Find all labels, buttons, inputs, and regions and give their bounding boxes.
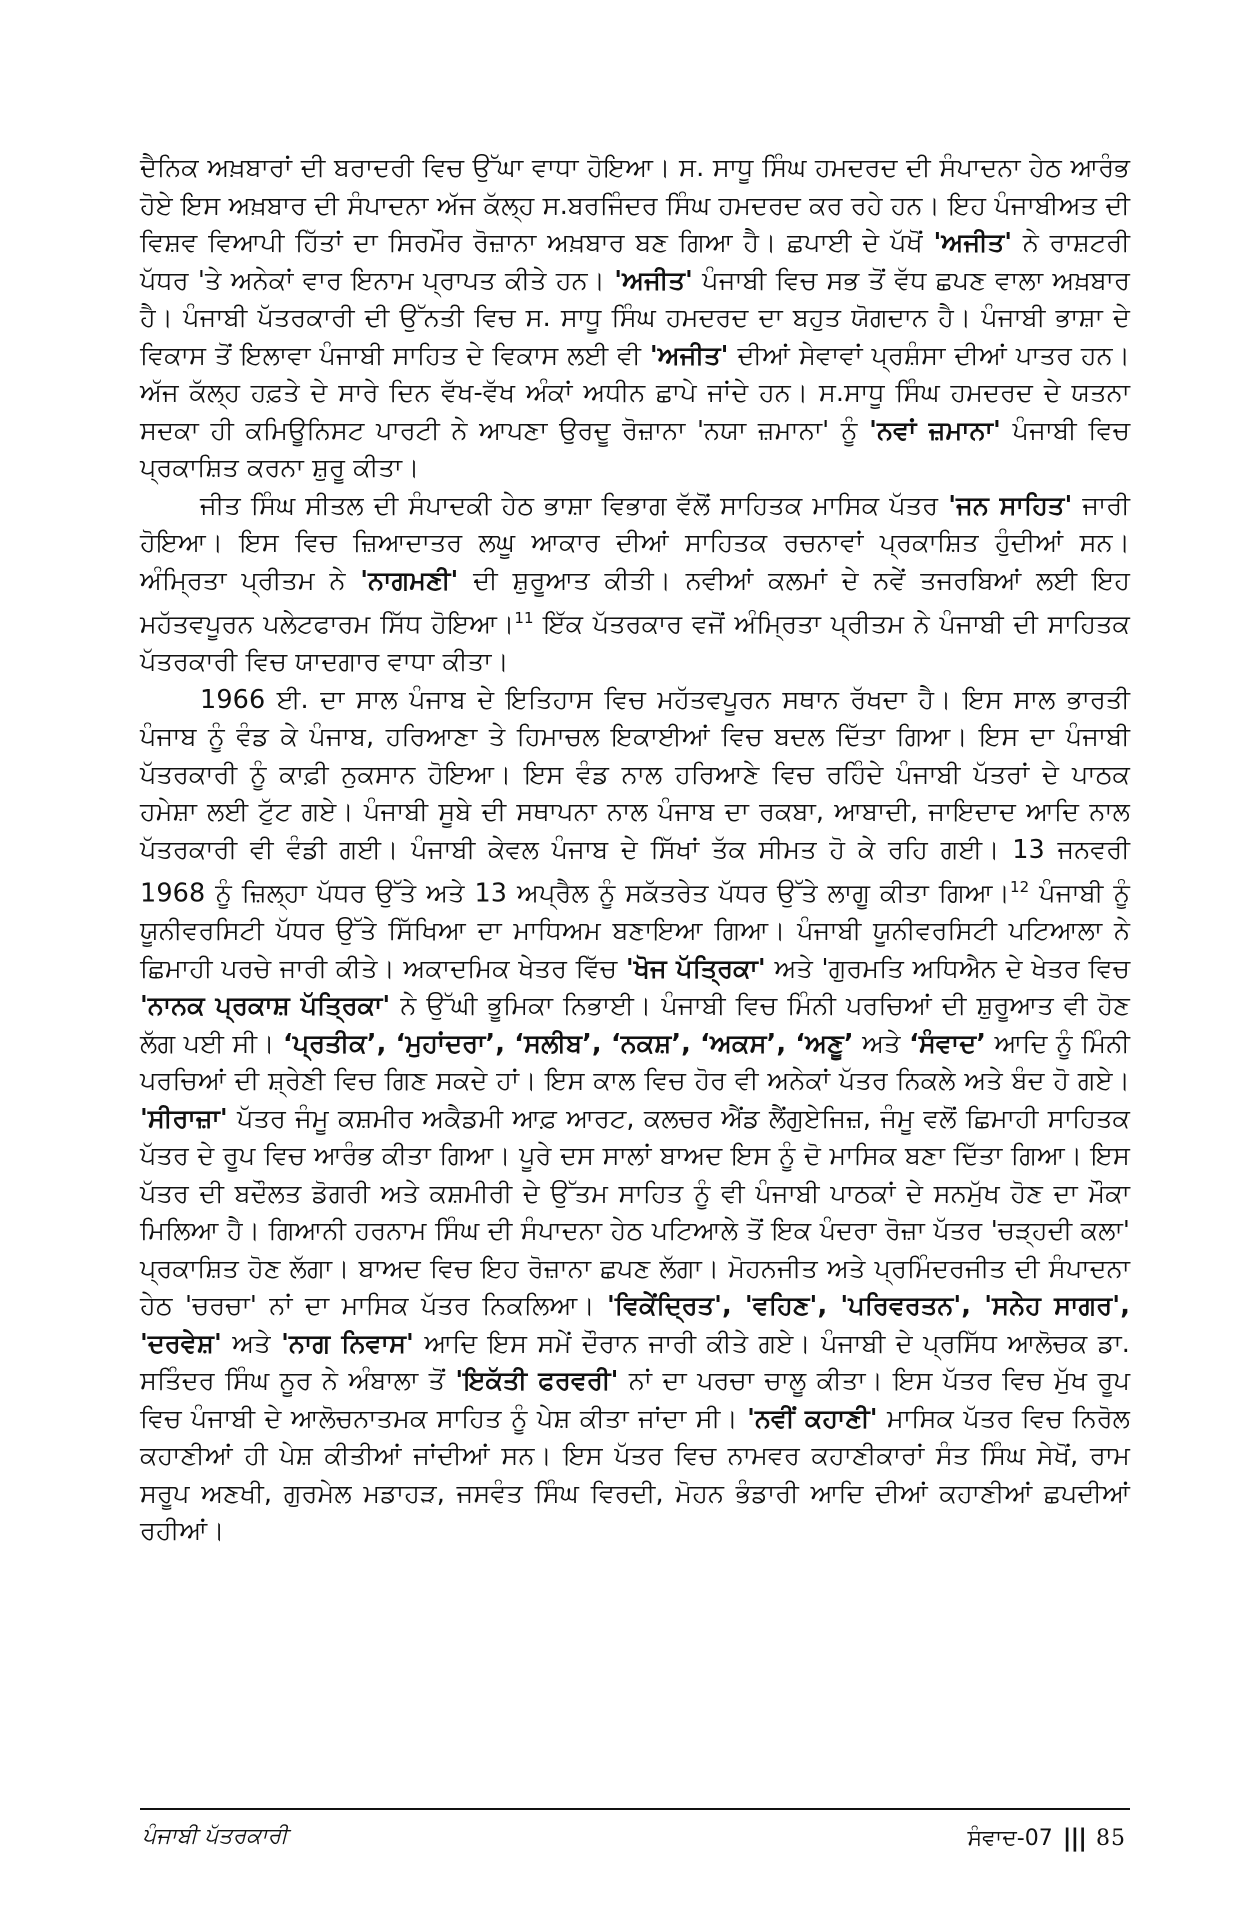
text-run: ਨੇ ਉੱਘੀ ਭੂਮਿਕਾ ਨਿਭਾਈ। ਪੰਜਾਬੀ ਵਿਚ ਮਿੰਨੀ ਪਰਚਿਆਂ ਦੀ ਸ਼ੁਰੂਆਤ ਵੀ ਹੋਣ ਲੱਗ ਪਈ ਸੀ। (140, 991, 1130, 1059)
text-run: ਇੱਕ ਪੱਤਰਕਾਰ ਵਜੋਂ ਅੰਮ੍ਰਿਤਾ ਪ੍ਰੀਤਮ ਨੇ ਪੰਜਾਬੀ ਦੀ ਸਾਹਿਤਕ ਪੱਤਰਕਾਰੀ ਵਿਚ ਯਾਦਗਾਰ ਵਾਧਾ ਕੀਤਾ। (140, 609, 1130, 677)
text-run: ਅਤੇ (221, 1328, 282, 1359)
issue-label: ਸੰਵਾਦ-07 (967, 1825, 1053, 1851)
text-run: ਮਾਸਿਕ ਪੱਤਰ ਵਿਚ ਨਿਰੋਲ ਕਹਾਣੀਆਂ ਹੀ ਪੇਸ਼ ਕੀਤੀਆਂ ਜਾਂਦੀਆਂ ਸਨ। ਇਸ ਪੱਤਰ ਵਿਚ ਨਾਮਵਰ ਕਹਾਣੀਕਾਰਾਂ ਸੰਤ ਸਿੰਘ ਸੇਖੋਂ, ਰਾਮ ਸਰੂਪ ਅਣਖੀ, ਗੁਰਮੇਲ ਮਡਾਹੜ, ਜਸਵੰਤ ਸਿੰਘ ਵਿਰਦੀ, ਮੋਹਨ ਭੰਡਾਰੀ ਆਦਿ ਦੀਆਂ ਕਹਾਣੀਆਂ ਛਪਦੀਆਂ ਰਹੀਆਂ। (140, 1403, 1130, 1546)
text-run: ਆਦਿ ਨੂੰ ਮਿੰਨੀ ਪਰਚਿਆਂ ਦੀ ਸ਼੍ਰੇਣੀ ਵਿਚ ਗਿਣ ਸਕਦੇ ਹਾਂ। ਇਸ ਕਾਲ ਵਿਚ ਹੋਰ ਵੀ ਅਨੇਕਾਂ ਪੱਤਰ ਨਿਕਲੇ ਅਤੇ ਬੰਦ ਹੋ ਗਏ। (140, 1028, 1130, 1096)
bold-title: 'ਨਵੀਂ ਕਹਾਣੀ' (747, 1403, 878, 1434)
bold-title: 'ਜਨ ਸਾਹਿਤ' (948, 490, 1073, 521)
bold-title: ‘ਪ੍ਰਤੀਕ’, ‘ਮੁਹਾਂਦਰਾ’, ‘ਸਲੀਬ’, ‘ਨਕਸ਼’, ‘ਅਕਸ’, ‘ਅਣੂ’ (282, 1028, 854, 1059)
page-info (967, 1824, 1126, 1852)
bold-title: ‘ਸੰਵਾਦ’ (909, 1028, 987, 1059)
text-run: ਦੀ ਸ਼ੁਰੂਆਤ ਕੀਤੀ। ਨਵੀਆਂ ਕਲਮਾਂ ਦੇ ਨਵੇਂ ਤਜਰਬਿਆਂ ਲਈ ਇਹ ਮਹੱਤਵਪੂਰਨ ਪਲੇਟਫਾਰਮ ਸਿੱਧ ਹੋਇਆ। (140, 565, 1130, 640)
footer-rule (140, 1808, 1130, 1810)
bold-title: 'ਵਿਕੇਂਦ੍ਰਿਤ', 'ਵਹਿਣ', 'ਪਰਿਵਰਤਨ', 'ਸਨੇਹ ਸਾਗਰ', 'ਦਰਵੇਸ਼' (140, 1291, 1130, 1359)
text-run: ਆਦਿ ਇਸ ਸਮੇਂ ਦੌਰਾਨ ਜਾਰੀ ਕੀਤੇ ਗਏ। ਪੰਜਾਬੀ ਦੇ ਪ੍ਰਸਿੱਧ ਆਲੋਚਕ ਡਾ. ਸਤਿੰਦਰ ਸਿੰਘ ਨੂਰ ਨੇ ਅੰਬਾਲਾ ਤੋਂ (140, 1328, 1130, 1396)
text-run: ਪੰਜਾਬੀ ਨੂੰ ਯੂਨੀਵਰਸਿਟੀ ਪੱਧਰ ਉੱਤੇ ਸਿੱਖਿਆ ਦਾ ਮਾਧਿਅਮ ਬਣਾਇਆ ਗਿਆ। ਪੰਜਾਬੀ ਯੂਨੀਵਰਸਿਟੀ ਪਟਿਆਲਾ ਨੇ ਛਿਮਾਹੀ ਪਰਚੇ ਜਾਰੀ ਕੀਤੇ। ਅਕਾਦਮਿਕ ਖੇਤਰ ਵਿੱਚ (140, 878, 1130, 984)
text-run: ਜਾਰੀ ਹੋਇਆ। ਇਸ ਵਿਚ ਜ਼ਿਆਦਾਤਰ ਲਘੂ ਆਕਾਰ ਦੀਆਂ ਸਾਹਿਤਕ ਰਚਨਾਵਾਂ ਪ੍ਰਕਾਸ਼ਿਤ ਹੁੰਦੀਆਂ ਸਨ। ਅੰਮ੍ਰਿਤਾ ਪ੍ਰੀਤਮ ਨੇ (140, 490, 1130, 596)
separator-bars: ||| (1062, 1824, 1086, 1852)
text-run: ਅਤੇ (853, 1028, 910, 1059)
paragraph (140, 682, 1130, 1551)
footnote-ref: 11 (514, 609, 534, 627)
body-text (140, 150, 1130, 1551)
bold-title: 'ਨਾਗਮਣੀ' (360, 565, 459, 596)
bold-title: 'ਅਜੀਤ' (933, 228, 1013, 258)
text-run: 1966 ਈ. ਦਾ ਸਾਲ ਪੰਜਾਬ ਦੇ ਇਤਿਹਾਸ ਵਿਚ ਮਹੱਤਵਪੂਰਨ ਸਥਾਨ ਰੱਖਦਾ ਹੈ। ਇਸ ਸਾਲ ਭਾਰਤੀ ਪੰਜਾਬ ਨੂੰ ਵੰਡ ਕੇ ਪੰਜਾਬ, ਹਰਿਆਣਾ ਤੇ ਹਿਮਾਚਲ ਇਕਾਈਆਂ ਵਿਚ ਬਦਲ ਦਿੱਤਾ ਗਿਆ। ਇਸ ਦਾ ਪੰਜਾਬੀ ਪੱਤਰਕਾਰੀ ਨੂੰ ਕਾਫ਼ੀ ਨੁਕਸਾਨ ਹੋਇਆ। ਇਸ ਵੰਡ ਨਾਲ ਹਰਿਆਣੇ ਵਿਚ ਰਹਿੰਦੇ ਪੰਜਾਬੀ ਪੱਤਰਾਂ ਦੇ ਪਾਠਕ ਹਮੇਸ਼ਾ ਲਈ ਟੁੱਟ ਗਏ। ਪੰਜਾਬੀ ਸੂਬੇ ਦੀ ਸਥਾਪਨਾ ਨਾਲ ਪੰਜਾਬ ਦਾ ਰਕਬਾ, ਆਬਾਦੀ, ਜਾਇਦਾਦ ਆਦਿ ਨਾਲ ਪੱਤਰਕਾਰੀ ਵੀ ਵੰਡੀ ਗਈ। ਪੰਜਾਬੀ ਕੇਵਲ ਪੰਜਾਬ ਦੇ ਸਿੱਖਾਂ ਤੱਕ ਸੀਮਤ ਹੋ ਕੇ ਰਹਿ ਗਈ। 13 ਜਨਵਰੀ 1968 ਨੂੰ ਜ਼ਿਲ੍ਹਾ ਪੱਧਰ ਉੱਤੇ ਅਤੇ 13 ਅਪ੍ਰੈਲ ਨੂੰ ਸਕੱਤਰੇਤ ਪੱਧਰ ਉੱਤੇ ਲਾਗੂ ਕੀਤਾ ਗਿਆ। (140, 684, 1130, 909)
running-title: ਪੰਜਾਬੀ ਪੱਤਰਕਾਰੀ (142, 1824, 288, 1849)
bold-title: 'ਅਜੀਤ' (649, 340, 729, 371)
text-run: ਜੀਤ ਸਿੰਘ ਸੀਤਲ ਦੀ ਸੰਪਾਦਕੀ ਹੇਠ ਭਾਸ਼ਾ ਵਿਭਾਗ ਵੱਲੋਂ ਸਾਹਿਤਕ ਮਾਸਿਕ ਪੱਤਰ (200, 490, 949, 521)
text-run: ਨਾਂ ਦਾ ਪਰਚਾ ਚਾਲੂ ਕੀਤਾ। ਇਸ ਪੱਤਰ ਵਿਚ ਮੁੱਖ ਰੂਪ ਵਿਚ ਪੰਜਾਬੀ ਦੇ ਆਲੋਚਨਾਤਮਕ ਸਾਹਿਤ ਨੂੰ ਪੇਸ਼ ਕੀਤਾ ਜਾਂਦਾ ਸੀ। (140, 1366, 1131, 1434)
page-footer (140, 1820, 1130, 1860)
bold-title: 'ਨਾਗ ਨਿਵਾਸ' (281, 1328, 414, 1359)
text-run: ਪੱਤਰ ਜੰਮੂ ਕਸ਼ਮੀਰ ਅਕੈਡਮੀ ਆਫ਼ ਆਰਟ, ਕਲਚਰ ਐਂਡ ਲੈਂਗੁਏਜਿਜ਼, ਜੰਮੂ ਵਲੋਂ ਛਿਮਾਹੀ ਸਾਹਿਤਕ ਪੱਤਰ ਦੇ ਰੂਪ ਵਿਚ ਆਰੰਭ ਕੀਤਾ ਗਿਆ। ਪੂਰੇ ਦਸ ਸਾਲਾਂ ਬਾਅਦ ਇਸ ਨੂੰ ਦੋ ਮਾਸਿਕ ਬਣਾ ਦਿੱਤਾ ਗਿਆ। ਇਸ ਪੱਤਰ ਦੀ ਬਦੌਲਤ ਡੋਗਰੀ ਅਤੇ ਕਸ਼ਮੀਰੀ ਦੇ ਉੱਤਮ ਸਾਹਿਤ ਨੂੰ ਵੀ ਪੰਜਾਬੀ ਪਾਠਕਾਂ ਦੇ ਸਨਮੁੱਖ ਹੋਣ ਦਾ ਮੌਕਾ ਮਿਲਿਆ ਹੈ। ਗਿਆਨੀ ਹਰਨਾਮ ਸਿੰਘ ਦੀ ਸੰਪਾਦਨਾ ਹੇਠ ਪਟਿਆਲੇ ਤੋਂ ਇਕ ਪੰਦਰਾ ਰੋਜ਼ਾ ਪੱਤਰ 'ਚੜ੍ਹਦੀ ਕਲਾ' ਪ੍ਰਕਾਸ਼ਿਤ ਹੋਣ ਲੱਗਾ। ਬਾਅਦ ਵਿਚ ਇਹ ਰੋਜ਼ਾਨਾ ਛਪਣ ਲੱਗਾ। ਮੋਹਨਜੀਤ ਅਤੇ ਪ੍ਰਮਿੰਦਰਜੀਤ ਦੀ ਸੰਪਾਦਨਾ ਹੇਠ 'ਚਰਚਾ' ਨਾਂ ਦਾ ਮਾਸਿਕ ਪੱਤਰ ਨਿਕਲਿਆ। (140, 1103, 1130, 1321)
text-run: ਨੇ ਰਾਸ਼ਟਰੀ ਪੱਧਰ 'ਤੇ ਅਨੇਕਾਂ ਵਾਰ ਇਨਾਮ ਪ੍ਰਾਪਤ ਕੀਤੇ ਹਨ। (140, 228, 1130, 296)
footnote-ref: 12 (1009, 878, 1030, 896)
text-run: ਦੈਨਿਕ ਅਖ਼ਬਾਰਾਂ ਦੀ ਬਰਾਦਰੀ ਵਿਚ ਉੱਘਾ ਵਾਧਾ ਹੋਇਆ। ਸ. ਸਾਧੂ ਸਿੰਘ ਹਮਦਰਦ ਦੀ ਸੰਪਾਦਨਾ ਹੇਠ ਆਰੰਭ ਹੋਏ ਇਸ ਅਖ਼ਬਾਰ ਦੀ ਸੰਪਾਦਨਾ ਅੱਜ ਕੱਲ੍ਹ ਸ.ਬਰਜਿੰਦਰ ਸਿੰਘ ਹਮਦਰਦ ਕਰ ਰਹੇ ਹਨ। ਇਹ ਪੰਜਾਬੀਅਤ ਦੀ ਵਿਸ਼ਵ ਵਿਆਪੀ ਹਿੱਤਾਂ ਦਾ ਸਿਰਮੌਰ ਰੋਜ਼ਾਨਾ ਅਖ਼ਬਾਰ ਬਣ ਗਿਆ ਹੈ। ਛਪਾਈ ਦੇ ਪੱਖੋਂ (140, 153, 1130, 258)
paragraph (140, 488, 1130, 682)
bold-title: 'ਨਵਾਂ ਜ਼ਮਾਨਾ' (869, 415, 1001, 446)
text-run: ਦੀਆਂ ਸੇਵਾਵਾਂ ਪ੍ਰਸ਼ੰਸਾ ਦੀਆਂ ਪਾਤਰ ਹਨ। ਅੱਜ ਕੱਲ੍ਹ ਹਫ਼ਤੇ ਦੇ ਸਾਰੇ ਦਿਨ ਵੱਖ-ਵੱਖ ਅੰਕਾਂ ਅਧੀਨ ਛਾਪੇ ਜਾਂਦੇ ਹਨ। ਸ.ਸਾਧੂ ਸਿੰਘ ਹਮਦਰਦ ਦੇ ਯਤਨਾ ਸਦਕਾ ਹੀ ਕਮਿਊਨਿਸਟ ਪਾਰਟੀ ਨੇ ਆਪਣਾ ਉਰਦੂ ਰੋਜ਼ਾਨਾ 'ਨਯਾ ਜ਼ਮਾਨਾ' ਨੂੰ (140, 340, 1130, 446)
bold-title: 'ਖੋਜ ਪੱਤ੍ਰਿਕਾ' (625, 953, 766, 984)
text-run: ਪੰਜਾਬੀ ਵਿਚ ਪ੍ਰਕਾਸ਼ਿਤ ਕਰਨਾ ਸ਼ੁਰੂ ਕੀਤਾ। (140, 415, 1130, 483)
text-run: ਪੰਜਾਬੀ ਵਿਚ ਸਭ ਤੋਂ ਵੱਧ ਛਪਣ ਵਾਲਾ ਅਖ਼ਬਾਰ ਹੈ। ਪੰਜਾਬੀ ਪੱਤਰਕਾਰੀ ਦੀ ਉੱਨਤੀ ਵਿਚ ਸ. ਸਾਧੂ ਸਿੰਘ ਹਮਦਰਦ ਦਾ ਬਹੁਤ ਯੋਗਦਾਨ ਹੈ। ਪੰਜਾਬੀ ਭਾਸ਼ਾ ਦੇ ਵਿਕਾਸ ਤੋਂ ਇਲਾਵਾ ਪੰਜਾਬੀ ਸਾਹਿਤ ਦੇ ਵਿਕਾਸ ਲਈ ਵੀ (140, 265, 1130, 371)
text-run: ਅਤੇ 'ਗੁਰਮਤਿ ਅਧਿਐਨ ਦੇ ਖੇਤਰ ਵਿਚ (765, 953, 1130, 984)
bold-title: 'ਅਜੀਤ' (614, 265, 693, 296)
bold-title: 'ਇਕੱਤੀ ਫਰਵਰੀ' (455, 1366, 619, 1396)
bold-title: 'ਨਾਨਕ ਪ੍ਰਕਾਸ਼ ਪੱਤ੍ਰਿਕਾ' (140, 991, 391, 1021)
page-number: 85 (1096, 1825, 1126, 1851)
paragraph (140, 150, 1130, 488)
bold-title: 'ਸੀਰਾਜ਼ਾ' (140, 1103, 228, 1134)
